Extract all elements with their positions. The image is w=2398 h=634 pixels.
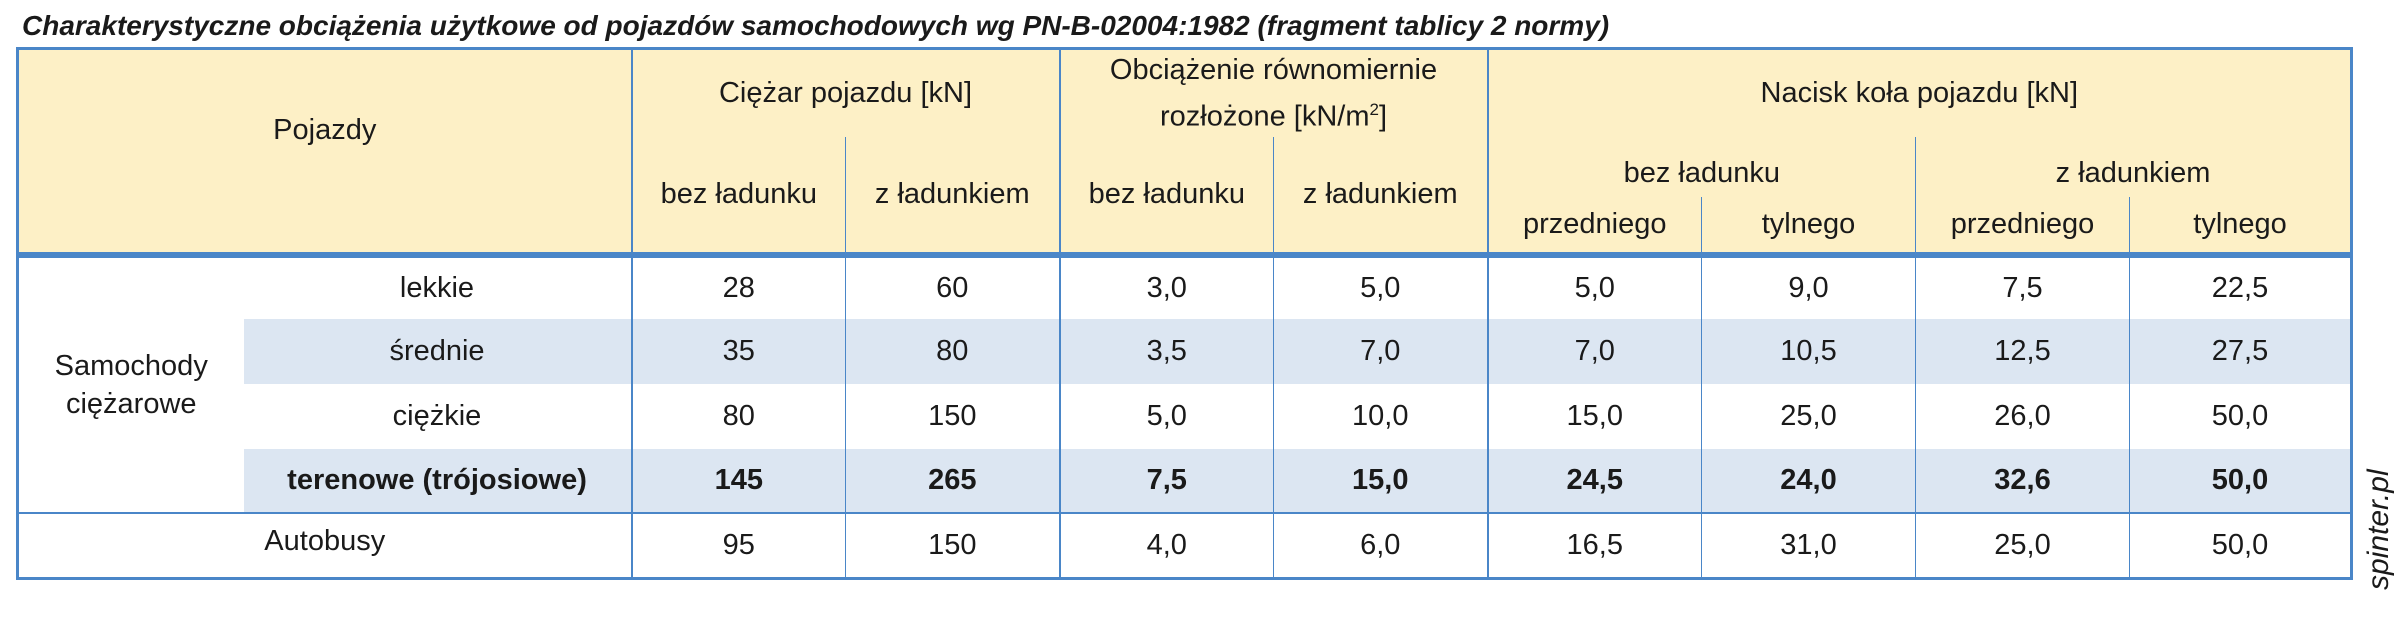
header-wheel-with-load: z ładunkiem: [1916, 137, 2352, 197]
header-wheel-no-load: bez ładunku: [1488, 137, 1916, 197]
row-name: lekkie: [244, 255, 632, 319]
cell: 27,5: [2130, 319, 2352, 384]
cell: 3,5: [1060, 319, 1274, 384]
cell: 150: [846, 384, 1060, 449]
row-name: Autobusy: [18, 513, 632, 579]
header-weight-no-load: bez ładunku: [632, 137, 846, 255]
table-title: Charakterystyczne obciążenia użytkowe od pojazdów samochodowych wg PN-B-02004:1982 (fragment tablicy 2 normy): [22, 10, 1610, 41]
cell: 5,0: [1488, 255, 1702, 319]
table-row: [18, 384, 2352, 449]
group-label-line2: ciężarowe: [65, 387, 197, 420]
cell: 7,5: [1916, 255, 2130, 319]
header-load-sup: 2: [1369, 100, 1379, 119]
cell: 12,5: [1916, 319, 2130, 384]
cell: 80: [846, 319, 1060, 384]
cell: 50,0: [2130, 449, 2352, 513]
cell: 7,5: [1060, 449, 1274, 513]
row-name: terenowe (trójosiowe): [244, 449, 632, 513]
cell: 15,0: [1488, 384, 1702, 449]
cell: 5,0: [1274, 255, 1488, 319]
cell: 3,0: [1060, 255, 1274, 319]
row-name: średnie: [244, 319, 632, 384]
header-rear-no-load: tylnego: [1702, 197, 1916, 255]
cell: 25,0: [1702, 384, 1916, 449]
row-name: ciężkie: [244, 384, 632, 449]
header-load-line2: rozłożone [kN/m: [1159, 100, 1370, 133]
cell: 7,0: [1274, 319, 1488, 384]
cell: 16,5: [1488, 513, 1702, 579]
cell: 6,0: [1274, 513, 1488, 579]
cell: 80: [632, 384, 846, 449]
cell: 50,0: [2130, 513, 2352, 579]
cell: 24,0: [1702, 449, 1916, 513]
header-wheel: Nacisk koła pojazdu [kN]: [1488, 49, 2352, 137]
cell: 7,0: [1488, 319, 1702, 384]
cell: 32,6: [1916, 449, 2130, 513]
cell: 35: [632, 319, 846, 384]
cell: 22,5: [2130, 255, 2352, 319]
header-load-close: ]: [1378, 100, 1388, 133]
group-label-line1: Samochody: [54, 349, 208, 382]
table-row: [18, 255, 2352, 319]
header-vehicles: Pojazdy: [18, 49, 632, 255]
header-load: [1060, 49, 1488, 137]
table-row: [18, 449, 2352, 513]
header-load-with-load: z ładunkiem: [1274, 137, 1488, 255]
cell: 10,0: [1274, 384, 1488, 449]
cell: 15,0: [1274, 449, 1488, 513]
cell: 95: [632, 513, 846, 579]
watermark: spinter.pl: [2362, 469, 2395, 590]
header-weight-with-load: z ładunkiem: [846, 137, 1060, 255]
cell: 60: [846, 255, 1060, 319]
header-front-no-load: przedniego: [1488, 197, 1702, 255]
cell: 145: [632, 449, 846, 513]
header-rear-with-load: tylnego: [2130, 197, 2352, 255]
cell: 31,0: [1702, 513, 1916, 579]
header-load-line1: Obciążenie równomiernie: [1109, 54, 1438, 86]
header-weight: Ciężar pojazdu [kN]: [632, 49, 1060, 137]
cell: 50,0: [2130, 384, 2352, 449]
load-table: [16, 47, 2353, 580]
cell: 26,0: [1916, 384, 2130, 449]
table-row: [18, 319, 2352, 384]
cell: 28: [632, 255, 846, 319]
cell: 10,5: [1702, 319, 1916, 384]
cell: 9,0: [1702, 255, 1916, 319]
cell: 5,0: [1060, 384, 1274, 449]
cell: 24,5: [1488, 449, 1702, 513]
header-load-no-load: bez ładunku: [1060, 137, 1274, 255]
cell: 150: [846, 513, 1060, 579]
cell: 265: [846, 449, 1060, 513]
group-label: [18, 255, 244, 513]
header-front-with-load: przedniego: [1916, 197, 2130, 255]
table-row: [18, 513, 2352, 579]
cell: 4,0: [1060, 513, 1274, 579]
cell: 25,0: [1916, 513, 2130, 579]
